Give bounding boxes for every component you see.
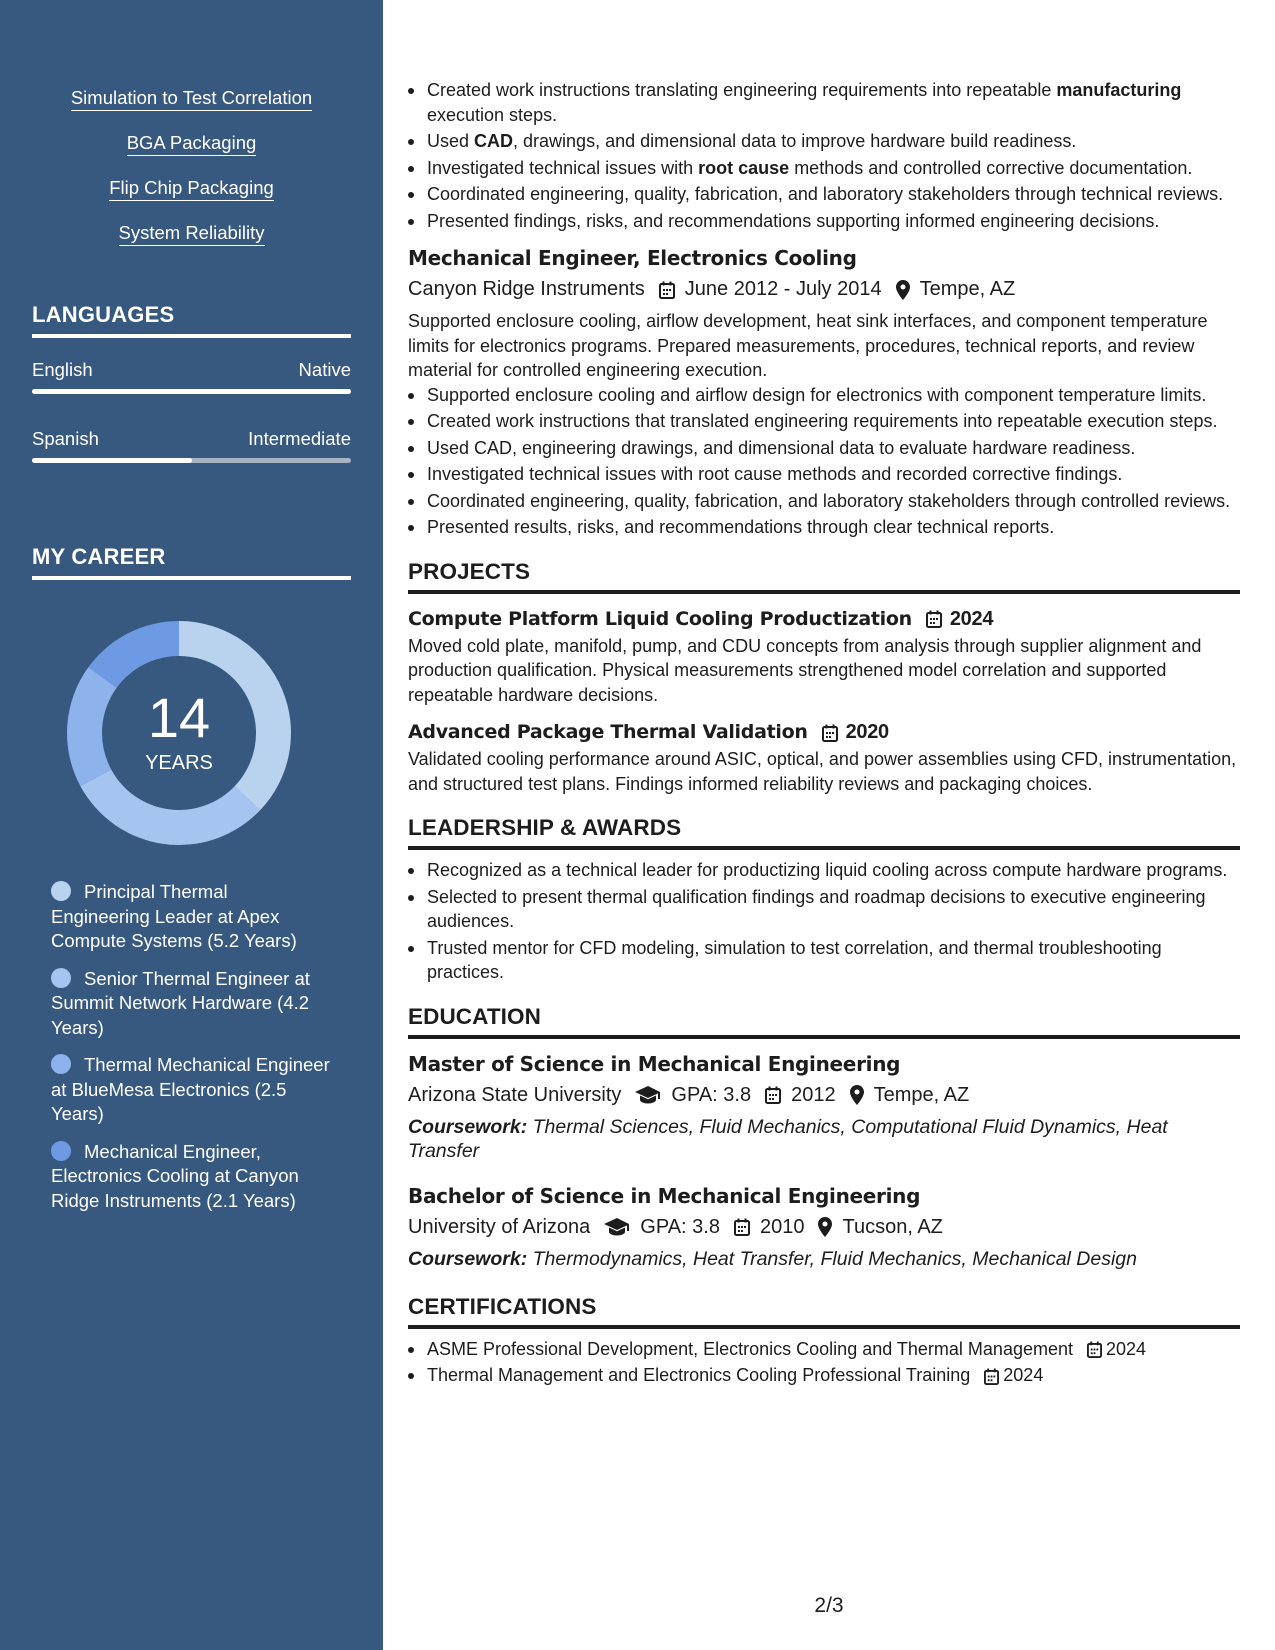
donut-slice bbox=[80, 769, 260, 845]
education-meta bbox=[408, 1081, 1240, 1109]
list-item: Investigated technical issues with root cause methods and recorded corrective findings. bbox=[408, 462, 1240, 487]
school-name: University of Arizona bbox=[408, 1215, 591, 1238]
list-item: Coordinated engineering, quality, fabrication, and laboratory stakeholders through technical reviews. bbox=[408, 182, 1240, 207]
calendar-icon bbox=[984, 1363, 999, 1388]
education-meta bbox=[408, 1213, 1240, 1241]
career-legend-text: Thermal Mechanical Engineer at BlueMesa Electronics (2.5 Years) bbox=[51, 1054, 330, 1124]
career-legend-item bbox=[51, 967, 331, 1041]
skill-link[interactable]: BGA Packaging bbox=[127, 131, 257, 156]
coursework: Coursework: Thermal Sciences, Fluid Mechanics, Computational Fluid Dynamics, Heat Transfer bbox=[408, 1115, 1168, 1162]
skill-link[interactable]: System Reliability bbox=[119, 221, 265, 246]
skills-list bbox=[0, 86, 383, 266]
job-dates: June 2012 - July 2014 bbox=[684, 278, 882, 300]
career-legend-item bbox=[51, 880, 331, 954]
graduation-year: 2012 bbox=[791, 1083, 836, 1106]
certifications-list bbox=[408, 1337, 1240, 1388]
school-location: Tucson, AZ bbox=[842, 1215, 943, 1238]
career-legend-item bbox=[51, 1140, 331, 1214]
job-summary: Supported enclosure cooling, airflow development, heat sink interfaces, and component temperature limits for electronics programs. Prepared measurements, procedures, technical reports, and review material for controlled engineering execution. bbox=[408, 311, 1208, 380]
leadership-list bbox=[408, 858, 1240, 985]
project-title-row bbox=[408, 606, 1240, 632]
list-item: Presented results, risks, and recommendations through clear technical reports. bbox=[408, 515, 1240, 540]
job-bullets bbox=[408, 383, 1240, 540]
language-spanish bbox=[32, 428, 351, 463]
career-total-years: 14 bbox=[147, 686, 211, 749]
career-legend-text: Mechanical Engineer, Electronics Cooling at Canyon Ridge Instruments (2.1 Years) bbox=[51, 1140, 299, 1211]
skill-link[interactable]: Simulation to Test Correlation bbox=[71, 86, 312, 111]
location-pin-icon bbox=[850, 1081, 864, 1109]
project-year: 2024 bbox=[949, 607, 994, 630]
coursework: Coursework: Thermodynamics, Heat Transfer, Fluid Mechanics, Mechanical Design bbox=[408, 1247, 1137, 1270]
degree-title: Bachelor of Science in Mechanical Engineering bbox=[408, 1183, 921, 1208]
job-location: Tempe, AZ bbox=[919, 278, 1016, 300]
graduation-cap-icon bbox=[604, 1213, 630, 1241]
list-item: Used CAD, engineering drawings, and dimensional data to evaluate hardware readiness. bbox=[408, 436, 1240, 461]
graduation-year: 2010 bbox=[759, 1215, 805, 1238]
list-item: Thermal Management and Electronics Cooling Professional Training 2024 bbox=[408, 1363, 1240, 1388]
list-item: Presented findings, risks, and recommendations supporting informed engineering decisions. bbox=[408, 209, 1240, 234]
school-name: Arizona State University bbox=[408, 1083, 622, 1106]
gpa: GPA: 3.8 bbox=[640, 1215, 720, 1238]
career-legend-item bbox=[51, 1053, 331, 1127]
career-legend bbox=[51, 880, 331, 1226]
school-location: Tempe, AZ bbox=[873, 1083, 970, 1106]
projects-heading: PROJECTS bbox=[408, 558, 1240, 594]
language-name: Spanish bbox=[32, 428, 99, 449]
certifications-heading: CERTIFICATIONS bbox=[408, 1293, 1240, 1329]
job-meta bbox=[408, 275, 1240, 303]
legend-dot-icon bbox=[51, 881, 71, 901]
project-description: Moved cold plate, manifold, pump, and CDU concepts from analysis through supplier alignment and production qualification. Physical measurements strengthened model correlation and supported repeatable hardware decisions. bbox=[408, 635, 1202, 705]
skill-link[interactable]: Flip Chip Packaging bbox=[109, 176, 274, 201]
list-item: Investigated technical issues with root cause methods and controlled corrective documentation. bbox=[408, 156, 1240, 181]
languages-heading: LANGUAGES bbox=[32, 302, 351, 338]
project-title-row bbox=[408, 719, 1240, 745]
language-level: Intermediate bbox=[248, 428, 351, 449]
legend-dot-icon bbox=[51, 1141, 71, 1161]
legend-dot-icon bbox=[51, 1054, 71, 1074]
list-item: Created work instructions that translated engineering requirements into repeatable execution steps. bbox=[408, 409, 1240, 434]
language-bar bbox=[32, 458, 351, 463]
list-item: Selected to present thermal qualification findings and roadmap decisions to executive engineering audiences. bbox=[408, 885, 1240, 934]
list-item: Coordinated engineering, quality, fabrication, and laboratory stakeholders through controlled reviews. bbox=[408, 489, 1240, 514]
page-number: 2/3 bbox=[814, 1594, 844, 1617]
language-bar bbox=[32, 389, 351, 394]
project-year: 2020 bbox=[845, 721, 889, 743]
list-item: Supported enclosure cooling and airflow design for electronics with component temperature limits. bbox=[408, 383, 1240, 408]
graduation-cap-icon bbox=[635, 1081, 661, 1109]
certification-year: 2024 bbox=[1106, 1338, 1147, 1359]
project-description: Validated cooling performance around ASIC, optical, and power assemblies using CFD, instrumentation, and structured test plans. Findings informed reliability reviews and packaging choices. bbox=[408, 749, 1237, 794]
degree-title: Master of Science in Mechanical Engineering bbox=[408, 1051, 901, 1076]
list-item: Created work instructions translating engineering requirements into repeatable manufacturing execution steps. bbox=[408, 78, 1240, 127]
language-bar-fill bbox=[32, 389, 351, 394]
sidebar bbox=[0, 0, 383, 1650]
language-bar-fill bbox=[32, 458, 192, 463]
job-company: Canyon Ridge Instruments bbox=[408, 278, 645, 300]
list-item: ASME Professional Development, Electronics Cooling and Thermal Management 2024 bbox=[408, 1337, 1240, 1362]
leadership-heading: LEADERSHIP & AWARDS bbox=[408, 814, 1240, 850]
list-item: Used CAD, drawings, and dimensional data to improve hardware build readiness. bbox=[408, 129, 1240, 154]
calendar-icon bbox=[926, 606, 942, 632]
main-content bbox=[408, 78, 1240, 1390]
list-item: Trusted mentor for CFD modeling, simulation to test correlation, and thermal troubleshooting practices. bbox=[408, 936, 1240, 985]
calendar-icon bbox=[659, 275, 675, 303]
legend-dot-icon bbox=[51, 968, 71, 988]
project-title: Advanced Package Thermal Validation bbox=[408, 721, 808, 743]
previous-job-bullets bbox=[408, 78, 1240, 233]
location-pin-icon bbox=[896, 275, 910, 303]
language-name: English bbox=[32, 359, 93, 380]
calendar-icon bbox=[1087, 1337, 1102, 1362]
certification-year: 2024 bbox=[1003, 1365, 1044, 1385]
career-total-unit: YEARS bbox=[145, 752, 213, 774]
gpa: GPA: 3.8 bbox=[671, 1083, 752, 1106]
career-donut-chart bbox=[66, 620, 292, 846]
career-legend-text: Senior Thermal Engineer at Summit Network Hardware (4.2 Years) bbox=[51, 967, 310, 1038]
language-english bbox=[32, 359, 351, 394]
calendar-icon bbox=[822, 719, 838, 745]
location-pin-icon bbox=[818, 1213, 832, 1241]
calendar-icon bbox=[765, 1081, 781, 1109]
project-title: Compute Platform Liquid Cooling Productization bbox=[408, 607, 912, 630]
career-heading: MY CAREER bbox=[32, 544, 351, 580]
job-title: Mechanical Engineer, Electronics Cooling bbox=[408, 246, 857, 270]
list-item: Recognized as a technical leader for productizing liquid cooling across compute hardware programs. bbox=[408, 858, 1240, 883]
calendar-icon bbox=[734, 1213, 750, 1241]
language-level: Native bbox=[298, 359, 351, 380]
education-heading: EDUCATION bbox=[408, 1003, 1240, 1039]
career-legend-text: Principal Thermal Engineering Leader at Apex Compute Systems (5.2 Years) bbox=[51, 881, 297, 951]
